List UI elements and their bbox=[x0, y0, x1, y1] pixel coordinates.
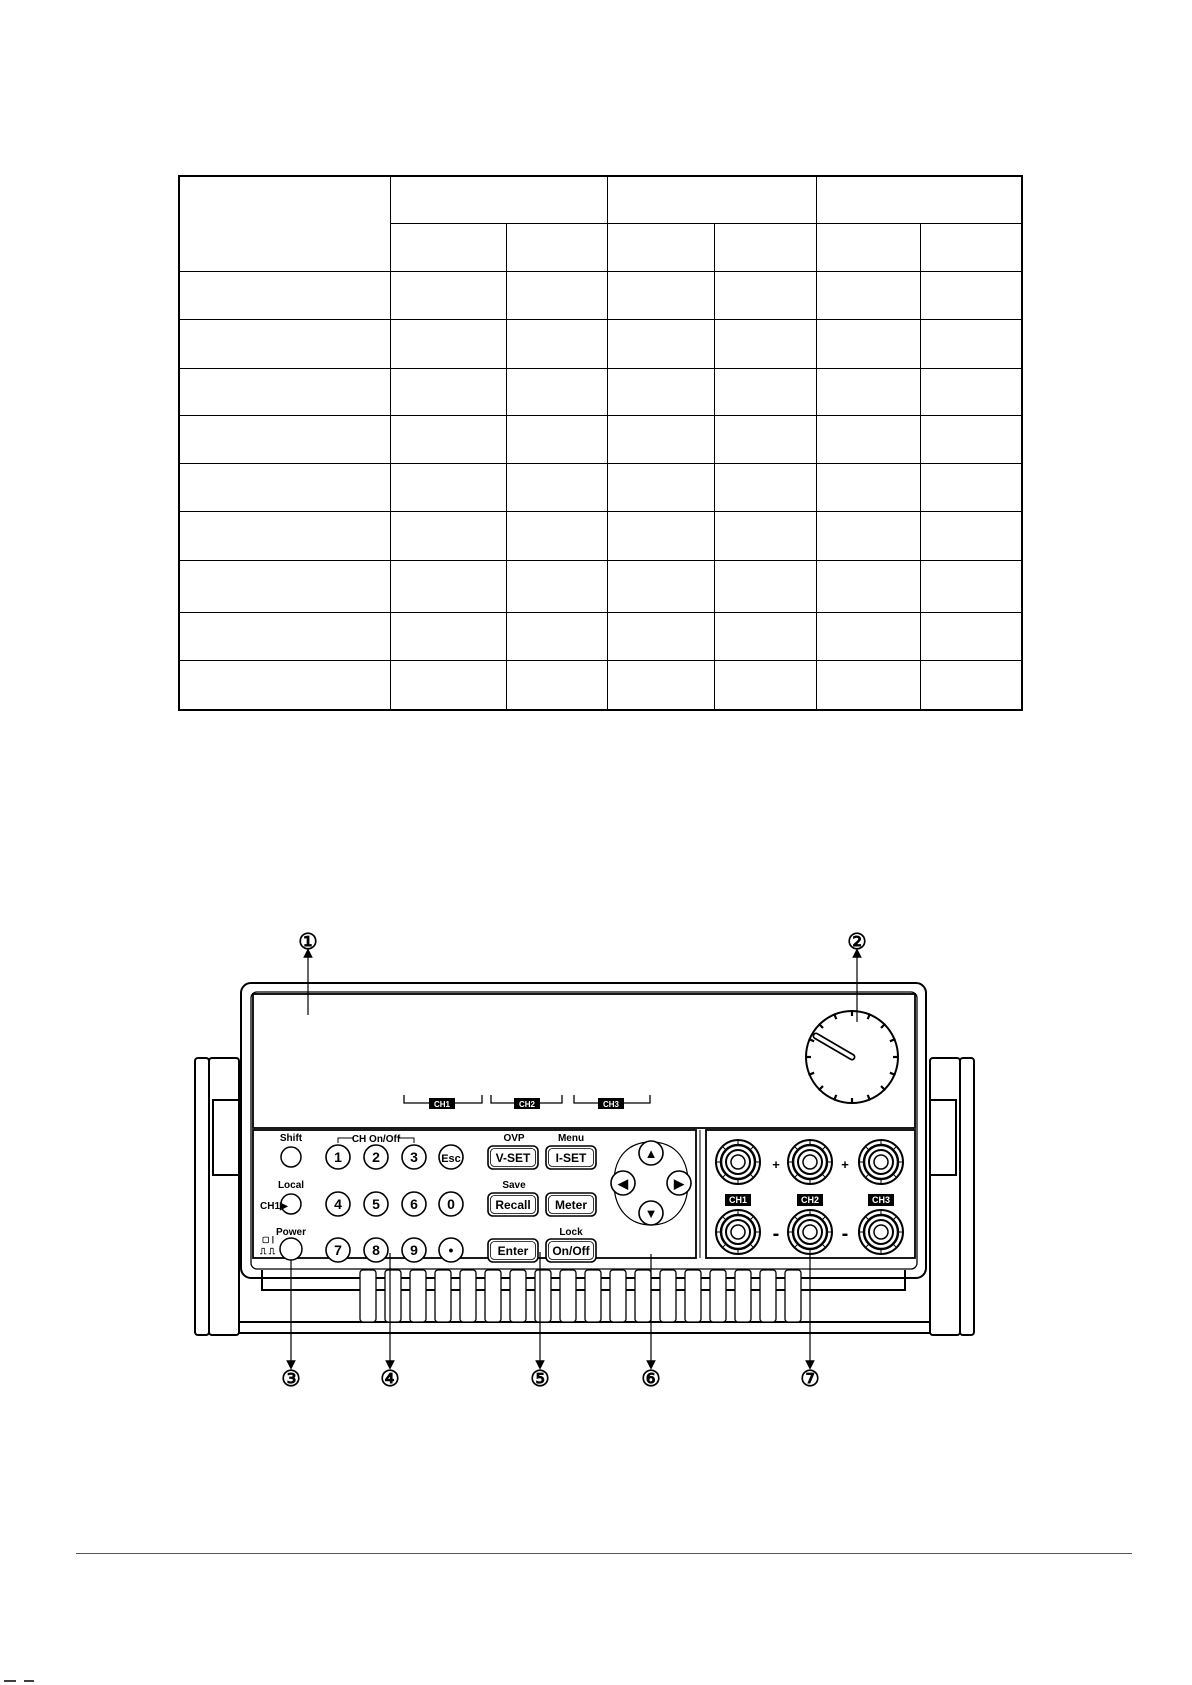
grip-rib bbox=[435, 1270, 451, 1322]
terminal-ch2-positive[interactable] bbox=[788, 1140, 832, 1184]
key-3-button[interactable] bbox=[402, 1145, 426, 1169]
terminal-ch1-negative[interactable] bbox=[716, 1210, 760, 1254]
lock-label: Lock bbox=[559, 1227, 583, 1238]
key-label: On/Off bbox=[552, 1244, 590, 1258]
key-0-button[interactable] bbox=[439, 1192, 463, 1216]
key-label: 3 bbox=[410, 1149, 418, 1165]
key-label: • bbox=[448, 1242, 454, 1258]
key-label: Enter bbox=[497, 1244, 529, 1258]
callout-2: ② bbox=[847, 929, 867, 954]
callout-4: ④ bbox=[380, 1366, 400, 1391]
ovp-label: OVP bbox=[503, 1133, 525, 1144]
key-label: Meter bbox=[554, 1198, 588, 1212]
display-label-ch3-text: CH3 bbox=[602, 1100, 620, 1109]
key-label: 5 bbox=[372, 1196, 380, 1212]
key-label: 7 bbox=[334, 1242, 342, 1258]
shift-button[interactable] bbox=[281, 1147, 301, 1167]
key-esc-button[interactable] bbox=[439, 1145, 463, 1169]
terminal-ch1-positive[interactable] bbox=[716, 1140, 760, 1184]
arrow-icon: ▼ bbox=[644, 1206, 658, 1221]
key-label: 8 bbox=[372, 1242, 380, 1258]
grip-rib bbox=[710, 1270, 726, 1322]
callout-3: ③ bbox=[281, 1366, 301, 1391]
power-on-symbol: ▢ | bbox=[262, 1235, 275, 1244]
ch-on-off-label: CH On/Off bbox=[351, 1134, 401, 1145]
grip-rib bbox=[785, 1270, 801, 1322]
power-button[interactable] bbox=[280, 1238, 302, 1260]
terminal-channel-labels bbox=[725, 1194, 894, 1206]
key-5-button[interactable] bbox=[364, 1192, 388, 1216]
recall-button[interactable] bbox=[488, 1193, 538, 1216]
callout-6: ⑥ bbox=[641, 1366, 661, 1391]
meter-button[interactable] bbox=[546, 1193, 596, 1216]
key-4-button[interactable] bbox=[326, 1192, 350, 1216]
local-label: Local bbox=[277, 1180, 305, 1191]
footer-marks bbox=[4, 1676, 44, 1682]
key-7-button[interactable] bbox=[326, 1238, 350, 1262]
rotary-knob[interactable] bbox=[805, 1010, 899, 1104]
key-1-button[interactable] bbox=[326, 1145, 350, 1169]
key-label: 0 bbox=[447, 1196, 455, 1212]
up-arrow-button[interactable] bbox=[639, 1141, 663, 1165]
grip-rib bbox=[585, 1270, 601, 1322]
grip-rib bbox=[685, 1270, 701, 1322]
on-off-button[interactable] bbox=[546, 1239, 596, 1262]
grip-rib bbox=[460, 1270, 476, 1322]
key-label: Esc bbox=[441, 1153, 461, 1165]
key-label: 1 bbox=[334, 1149, 342, 1165]
save-label: Save bbox=[502, 1180, 526, 1191]
key-label: 9 bbox=[410, 1242, 418, 1258]
grip-rib bbox=[410, 1270, 426, 1322]
power-label: Power bbox=[275, 1227, 307, 1238]
key-label: I-SET bbox=[555, 1151, 587, 1165]
terminal-ch2-negative[interactable] bbox=[788, 1210, 832, 1254]
grip-rib bbox=[385, 1270, 401, 1322]
callout-5: ⑤ bbox=[530, 1366, 550, 1391]
callout-1: ① bbox=[298, 929, 318, 954]
terminal-label-ch3-text: CH3 bbox=[871, 1195, 891, 1205]
ch1-indicator-label: CH1▶ bbox=[260, 1201, 288, 1212]
terminal-label-ch2-text: CH2 bbox=[800, 1195, 820, 1205]
grip-rib bbox=[610, 1270, 626, 1322]
grip-rib bbox=[535, 1270, 551, 1322]
key-2-button[interactable] bbox=[364, 1145, 388, 1169]
key-6-button[interactable] bbox=[402, 1192, 426, 1216]
display-label-ch2-text: CH2 bbox=[518, 1100, 536, 1109]
key-decimal-button[interactable] bbox=[439, 1238, 463, 1262]
i-set-button[interactable] bbox=[546, 1146, 596, 1169]
enter-button[interactable] bbox=[488, 1239, 538, 1262]
v-set-button[interactable] bbox=[488, 1146, 538, 1169]
handle-right bbox=[930, 1058, 974, 1335]
callout-7: ⑦ bbox=[800, 1366, 820, 1391]
keypad-panel bbox=[253, 1130, 696, 1258]
terminal-ch3-negative[interactable] bbox=[859, 1210, 903, 1254]
grip-rib bbox=[360, 1270, 376, 1322]
key-label: Recall bbox=[495, 1198, 531, 1212]
menu-label: Menu bbox=[557, 1133, 585, 1144]
footer-rule bbox=[76, 1553, 1132, 1554]
power-off-symbol: ⎍ ⎍ bbox=[260, 1246, 276, 1256]
key-label: V-SET bbox=[495, 1151, 531, 1165]
key-9-button[interactable] bbox=[402, 1238, 426, 1262]
terminal-label-ch1-text: CH1 bbox=[728, 1195, 748, 1205]
grip-rib bbox=[760, 1270, 776, 1322]
grip-rib bbox=[660, 1270, 676, 1322]
minus-sign-1: - bbox=[772, 1223, 780, 1245]
display-label-ch1-text: CH1 bbox=[433, 1100, 451, 1109]
right-arrow-button[interactable] bbox=[667, 1171, 691, 1195]
arrow-icon: ◀ bbox=[618, 1176, 628, 1191]
key-label: 2 bbox=[372, 1149, 380, 1165]
terminal-ch3-positive[interactable] bbox=[859, 1140, 903, 1184]
plus-sign-2: + bbox=[841, 1157, 849, 1172]
grip-rib bbox=[735, 1270, 751, 1322]
arrow-icon: ▶ bbox=[674, 1176, 684, 1191]
grip-rib bbox=[560, 1270, 576, 1322]
plus-sign-1: + bbox=[772, 1157, 780, 1172]
arrow-icon: ▲ bbox=[644, 1146, 658, 1161]
grip-rib bbox=[510, 1270, 526, 1322]
key-8-button[interactable] bbox=[364, 1238, 388, 1262]
key-label: 6 bbox=[410, 1196, 418, 1212]
grip-rib bbox=[635, 1270, 651, 1322]
shift-label: Shift bbox=[279, 1133, 303, 1144]
handle-left bbox=[195, 1058, 239, 1335]
key-label: 4 bbox=[334, 1196, 342, 1212]
down-arrow-button[interactable] bbox=[639, 1201, 663, 1225]
minus-sign-2: - bbox=[841, 1223, 849, 1245]
left-arrow-button[interactable] bbox=[611, 1171, 635, 1195]
grip-rib bbox=[485, 1270, 501, 1322]
